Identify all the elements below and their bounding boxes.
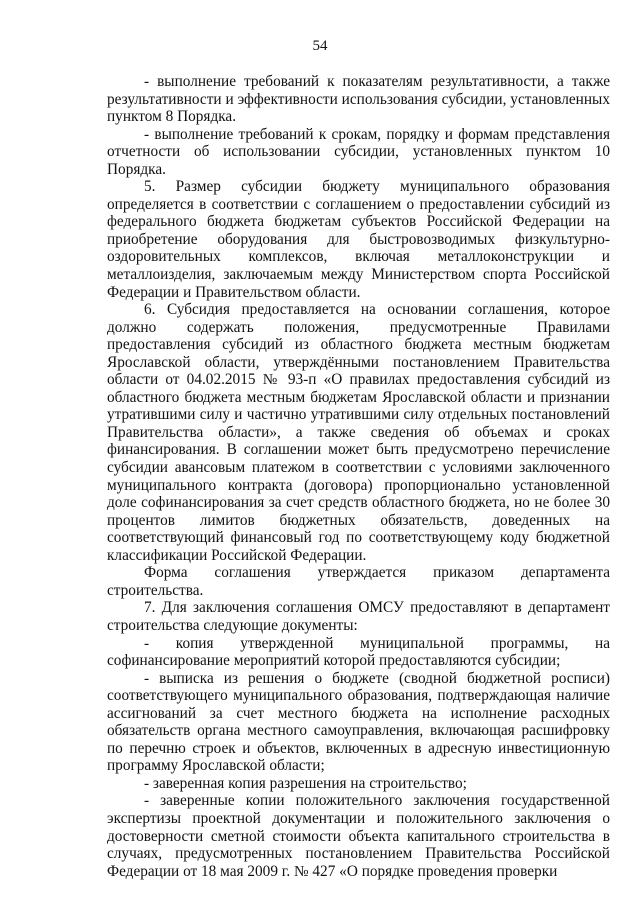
list-item-budget-extract: - выписка из решения о бюджете (сводной бюджетной росписи) соответствующего муниципального образования, подтверждающая наличие ассигнований за счет местного бюджета на исполнение расходных обязательств органа местного самоуправления, включающая расшифровку по перечню строек и объектов, включенных в адресную инвестиционную программу Ярославской области; [107,669,610,775]
list-item-program-copy: - копия утвержденной муниципальной программы, на софинансирование мероприятий которой предоставляются субсидии; [107,634,610,670]
paragraph-7-documents: 7. Для заключения соглашения ОМСУ предоставляют в департамент строительства следующие документы: [107,599,610,634]
paragraph-5-subsidy-amount: 5. Размер субсидии бюджету муниципального образования определяется в соответствии с соглашением о предоставлении субсидий из федерального бюджета бюджетам субъектов Российской Федерации на приобретение оборудования для быстровозводимых физкультурно-оздоровительных комплексов, включая металлоконструкции и металлоизделия, заключаемым между Министерством спорта Российской Федерации и Правительством области. [107,178,610,301]
list-item-expertise-copies: - заверенные копии положительного заключения государственной экспертизы проектной документации и положительного заключения о достоверности сметной стоимости объекта капитального строительства в случаях, предусмотренных постановлением Правительства Российской Федерации от 18 мая 2009 г. № 427 «О порядке проведения проверки [107,792,610,880]
paragraph-agreement-form: Форма соглашения утверждается приказом департамента строительства. [107,564,610,599]
paragraph-reporting-requirements: - выполнение требований к срокам, порядку и формам представления отчетности об использовании субсидии, установленных пунктом 10 Порядка. [107,125,610,178]
list-item-permit-copy: - заверенная копия разрешения на строительство; [144,774,467,792]
page-number: 54 [312,38,328,54]
document-body [107,73,610,880]
paragraph-performance-indicators: - выполнение требований к показателям результативности, а также результативности и эффективности использования субсидии, установленных пунктом 8 Порядка. [107,73,610,126]
paragraph-6-agreement: 6. Субсидия предоставляется на основании соглашения, которое должно содержать положения, предусмотренные Правилами предоставления субсидий из областного бюджета местным бюджетам Ярославской области, утверждёнными постановлением Правительства области от 04.02.2015 № 93-п «О правилах предоставления субсидий из областного бюджета местным бюджетам Ярославской области и признании утратившими силу и частично утратившими силу отдельных постановлений Правительства области», а также сведения об объемах и сроках финансирования. В соглашении может быть предусмотрено перечисление субсидии авансовым платежом в соответствии с условиями заключенного муниципального контракта (договора) пропорционально установленной доле софинансирования за счет средств областного бюджета, но не более 30 процентов лимитов бюджетных обязательств, доведенных на соответствующий финансовый год по соответствующему коду бюджетной классификации Российской Федерации. [107,301,610,564]
